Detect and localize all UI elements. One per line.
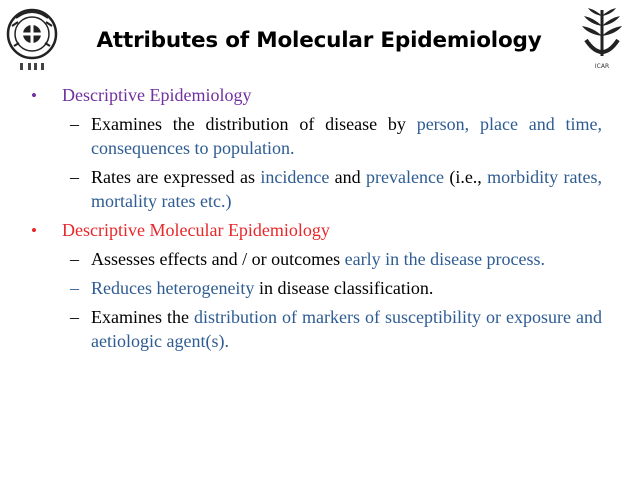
list-item-text: Assesses effects and / or outcomes xyxy=(91,249,345,269)
list-item xyxy=(30,247,602,271)
slide-content xyxy=(30,84,602,353)
list-item-text: in disease classification. xyxy=(254,278,434,298)
dash-icon: – xyxy=(70,278,79,298)
list-item-highlight: person, place and time, consequences to population. xyxy=(91,114,602,158)
list-item-highlight: morbidity rates, mortality rates etc.) xyxy=(91,167,603,211)
list-item-text: Rates are expressed as xyxy=(91,167,261,187)
section-heading-descriptive-epidemiology xyxy=(30,84,602,107)
list-item-text: Examines the distribution of disease by xyxy=(91,114,417,134)
list-item-highlight: incidence xyxy=(260,167,330,187)
bullet-icon: • xyxy=(31,86,37,105)
dash-icon: – xyxy=(70,167,79,187)
section-heading-descriptive-molecular-epidemiology xyxy=(30,219,602,242)
list-item-text: (i.e., xyxy=(443,167,488,187)
list-item-highlight: prevalence xyxy=(366,167,444,187)
dash-icon: – xyxy=(70,114,79,134)
section-heading-text: Descriptive Epidemiology xyxy=(62,85,252,105)
list-item-highlight: Reduces heterogeneity xyxy=(91,278,255,298)
bullet-icon: • xyxy=(31,221,37,240)
list-item xyxy=(30,276,602,300)
dash-icon: – xyxy=(70,249,79,269)
list-item-text: Examines the xyxy=(91,307,194,327)
dash-icon: – xyxy=(70,307,79,327)
section-heading-text: Descriptive Molecular Epidemiology xyxy=(62,220,330,240)
list-item-text: and xyxy=(329,167,367,187)
list-item-highlight: early in the disease process. xyxy=(344,249,546,269)
slide-title: Attributes of Molecular Epidemiology xyxy=(96,28,542,53)
icar-caption: ICAR xyxy=(594,63,610,70)
list-item xyxy=(30,112,602,160)
list-item xyxy=(30,165,602,213)
list-item-highlight: distribution of markers of susceptibility or exposure and aetiologic agent(s). xyxy=(91,307,602,351)
list-item xyxy=(30,305,602,353)
